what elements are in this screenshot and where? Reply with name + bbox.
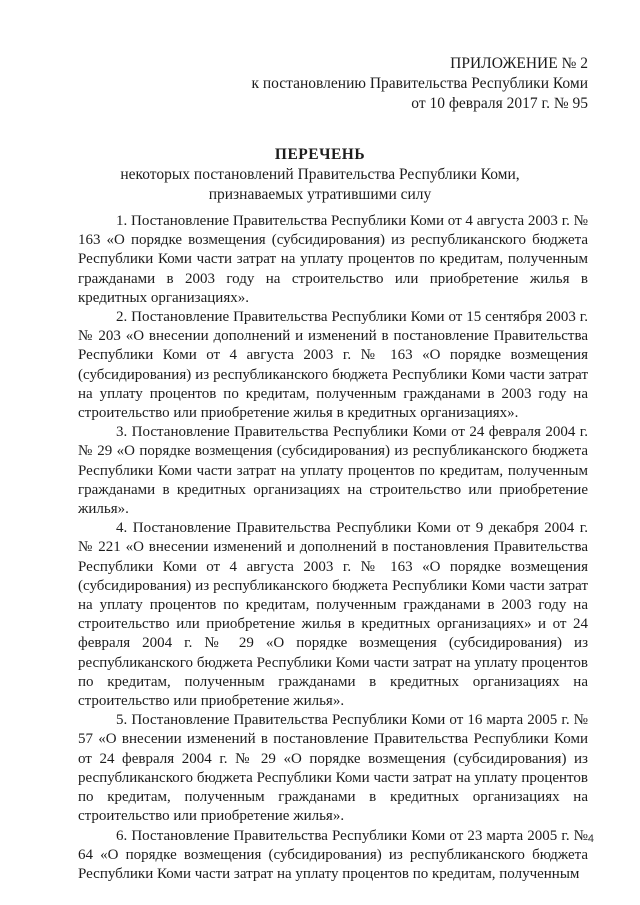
document-body xyxy=(78,212,588,884)
title-subtitle-line-1: некоторых постановлений Правительства Республики Коми, xyxy=(120,166,520,183)
appendix-header xyxy=(251,54,588,114)
list-item: 4. Постановление Правительства Республики Коми от 9 декабря 2004 г. № 221 «О внесении изменений и дополнений в постановления Правительства Республики Коми от 4 августа 2003 г. № 163 «О порядке возмещения (субсидирования) из республиканского бюджета Республики Коми части затрат на уплату процентов по кредитам, полученным гражданами в 2003 году на строительство или приобретение жилья в кредитных организациях» и от 24 февраля 2004 г. № 29 «О порядке возмещения (субсидирования) из республиканского бюджета Республики Коми части затрат на уплату процентов по кредитам, полученным гражданами в кредитных организациях на строительство или приобретение жилья». xyxy=(78,520,588,710)
list-item: 2. Постановление Правительства Республики Коми от 15 сентября 2003 г. № 203 «О внесении дополнений и изменений в постановление Правительства Республики Коми от 4 августа 2003 г. № 163 «О порядке возмещения (субсидирования) из республиканского бюджета Республики Коми части затрат на уплату процентов по кредитам, полученным гражданами в 2003 году на строительство или приобретение жилья в кредитных организациях». xyxy=(78,309,588,422)
list-item: 6. Постановление Правительства Республики Коми от 23 марта 2005 г. № 64 «О порядке возмещения (субсидирования) из республиканского бюджета Республики Коми части затрат на уплату процентов по кредитам, полученным xyxy=(78,827,588,882)
list-item: 1. Постановление Правительства Республики Коми от 4 августа 2003 г. № 163 «О порядке возмещения (субсидирования) из республиканского бюджета Республики Коми части затрат на уплату процентов по кредитам, полученным гражданами в 2003 году на строительство или приобретение жилья в кредитных организациях». xyxy=(78,213,588,306)
list-item: 5. Постановление Правительства Республики Коми от 16 марта 2005 г. № 57 «О внесении изменений в постановление Правительства Республики Коми от 24 февраля 2004 г. № 29 «О порядке возмещения (субсидирования) из республиканского бюджета Республики Коми части затрат на уплату процентов по кредитам, полученным гражданами в кредитных организациях на строительство или приобретение жилья». xyxy=(78,712,588,825)
title-subtitle-line-2: признаваемых утратившими силу xyxy=(208,186,432,203)
page-number: 4 xyxy=(587,833,594,845)
appendix-date: от 10 февраля 2017 г. № 95 xyxy=(411,95,588,112)
appendix-resolution-ref: к постановлению Правительства Республики Коми xyxy=(251,75,588,92)
document-title xyxy=(0,145,640,205)
appendix-label: ПРИЛОЖЕНИЕ № 2 xyxy=(450,55,588,72)
title-heading: ПЕРЕЧЕНЬ xyxy=(274,146,366,163)
list-item: 3. Постановление Правительства Республики Коми от 24 февраля 2004 г. № 29 «О порядке возмещения (субсидирования) из республиканского бюджета Республики Коми части затрат на уплату процентов по кредитам, полученным гражданами в кредитных организациях на строительство или приобретение жилья». xyxy=(78,424,588,518)
